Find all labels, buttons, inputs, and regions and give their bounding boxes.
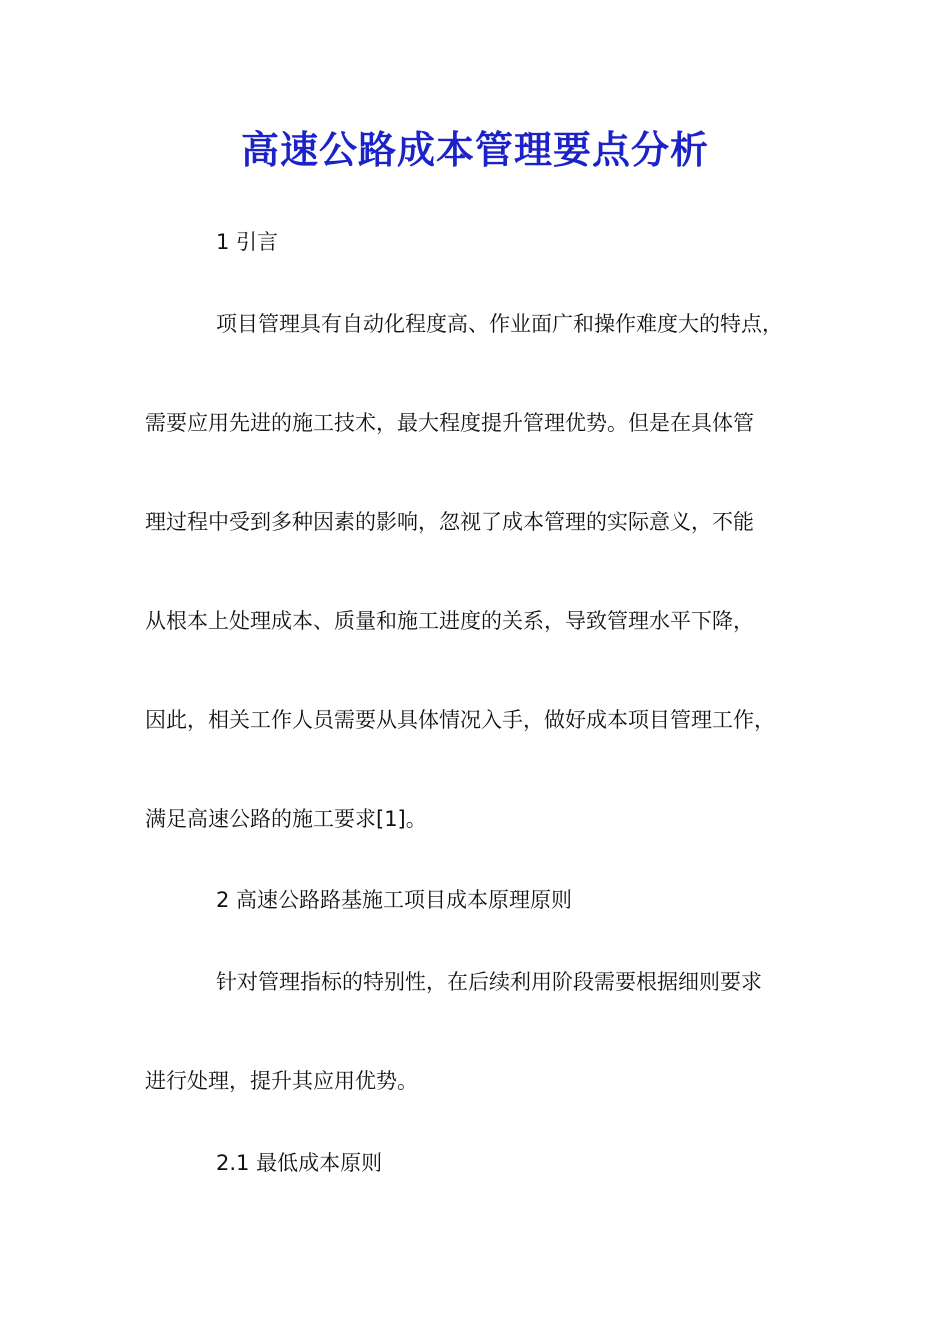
paragraph-line: 针对管理指标的特别性，在后续利用阶段需要根据细则要求 xyxy=(216,970,762,994)
paragraph-line: 满足高速公路的施工要求[1]。 xyxy=(145,807,427,831)
paragraph-line: 项目管理具有自动化程度高、作业面广和操作难度大的特点， xyxy=(216,312,783,336)
subsection-heading-lowest-cost: 2.1 最低成本原则 xyxy=(216,1151,383,1175)
section-heading-principles: 2 高速公路路基施工项目成本原理原则 xyxy=(216,888,573,912)
document-title: 高速公路成本管理要点分析 xyxy=(240,127,709,172)
paragraph-line: 需要应用先进的施工技术，最大程度提升管理优势。但是在具体管 xyxy=(145,411,754,435)
paragraph-line: 因此，相关工作人员需要从具体情况入手，做好成本项目管理工作， xyxy=(145,708,775,732)
paragraph-line: 理过程中受到多种因素的影响，忽视了成本管理的实际意义，不能 xyxy=(145,510,754,534)
section-heading-introduction: 1 引言 xyxy=(216,230,279,254)
paragraph-line: 进行处理，提升其应用优势。 xyxy=(145,1069,418,1093)
paragraph-line: 从根本上处理成本、质量和施工进度的关系，导致管理水平下降， xyxy=(145,609,754,633)
